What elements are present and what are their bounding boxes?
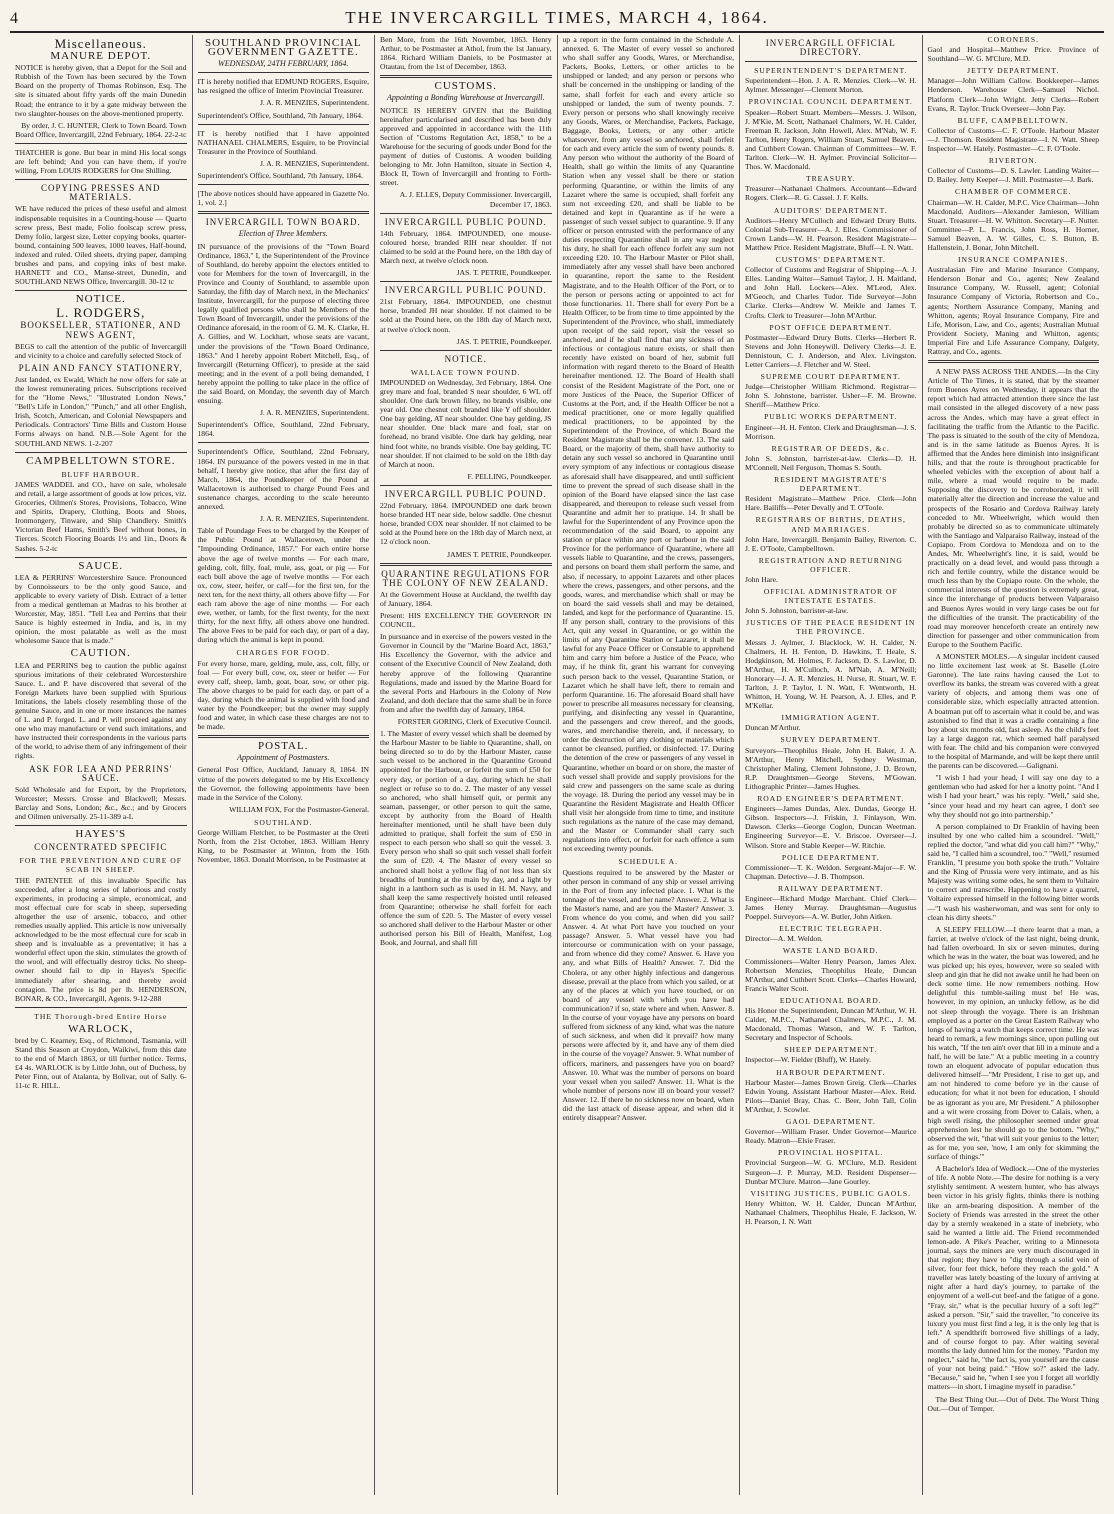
waddel-text: JAMES WADDEL and CO., have on sale, wholesale and retail, a large assortment of goods at low prices, viz. Groceries, Oilmen's Stores, Provisions, Tobacco, Wine and Spirits, Drapery, Clothing, Boots and Shoes, Ironmongery, Tinware, and Ship Chandlery. Smith's Victorian Beef Hams, Smith's Beef without bones, in Tierces. Scotch Flooring Boards 1½ and 1in., Doors & Sashes. 5-2-tc (15, 479, 187, 553)
column-4 (558, 35, 741, 1495)
newspaper-page (10, 6, 1104, 1498)
menzies-signature: J. A. R. MENZIES, Superintendent. (259, 158, 369, 168)
ask-heading: ASK FOR LEA AND PERRINS' SAUCE. (29, 763, 173, 783)
new-pass-article: A NEW PASS ACROSS THE ANDES.—In the City Article of The Times, it is stated, that by the steamer from Buenos Ayres on Wednesday, it appears that the report which had attracted attention there since the last mail consisted in the alleged discovery of a new pass across the Andes, which may have a great effect in facilitating the traffic from the Atlantic to the Pacific. The pass is situated to the south of the city of Mendoza, and is in the same latitude as Buenos Ayres. It is affirmed that the Andes here diminish into insignificant hills, and that the route is throughout practicable for wheeled vehicles with the exception of about half a mile, where a road would require to be made. Supposing the discovery to be corroborated, it will materially alter the direction and increase the value and prospects of the Rosario and Cordova Railway lately conceded to Mr. Wheelwright, which would then probably be directed so as to communicate ultimately with the Santiago and Valparaiso Railway, instead of the Copiapo. From Cordova to Mendoza and on to the Andes, Mr. Wheelwright's line, it is said, would be practically on a dead level, and would pass through a rich and fertile country, while the distance would be much less than by the Copiapo route. On the whole, the commercial interests of the question is extremely great, since the interchange of products between Valparaiso and Buenos Ayres would in very large cases be out for the difficulties of the transit. The practicability of the road may moreover henceforth create an entirely new direction for passenger and other communication from Europe to the Southern Pacific. (927, 367, 1099, 649)
directory-section-heading: RAILWAY DEPARTMENT. (777, 883, 884, 893)
manure-text: NOTICE is hereby given, that a Depot for the Soil and Rubbish of the Town has been secured by the Town Board on the property of Thomas Robinson, Esq. The site is situated about fifty yards off the main Dunedin Road; the entrance to it by a gate midway between the two slaughter-houses on the above-mentioned property. (15, 63, 187, 118)
schedule-text: Questions required to be answered by the Master or other person in command of any ship or vessel arriving in the Port of from any infected place. 1. What is the tonnage of the vessel, and her name? Answer. 2. What is the Master's name, and are you the Master? Answer. 3. From whence do you come, and when did you sail? Answer. 4. At what Port have you touched on your passage? Answer. 5. What vessel have you had intercourse or communication with on your passage, and from whence did they come? Answer. 6. Have you any, and what Bills of Health? Answer. 7. Did the Cholera, or any other highly infectious and dangerous disease, prevail at the place from which you sailed, or at any of the places at which you have touched, or on board of any vessel with which you have had communication? if so, state where and when. Answer. 8. In the course of your voyage have any persons on board suffered from sickness of any kind, what was the nature of such sickness, and when did it prevail? how many persons were affected by it, and have any of them died in the course of the voyage? Answer. 9. What number of officers, mariners, and passengers have you on board? Answer. 10. What was the number of persons on board your vessel when you sailed? Answer. 11. What is the whole number of persons now ill on board your vessel? Answer. 12. If there be no sickness now on board, when did the last attack of disease appear, and when did it entirely disappear? Answer. (562, 867, 734, 1123)
quarantine-intro: At the Government House at Auckland, the twelfth day of January, 1864. (380, 589, 552, 608)
directory-section-text: John S. Johnston, barrister-at-law. Clerks—D. H. M'Connell, Neil Ferguson, Thomas S. South. (745, 453, 917, 472)
column-3 (375, 35, 558, 1495)
townboard-subheading: Election of Three Members. (238, 229, 328, 239)
pound1-heading: INVERCARGILL PUBLIC POUND. (384, 216, 547, 227)
manure-signature: By order, J. C. HUNTER, Clerk to Town Board. Town Board Office, Invercargill, 22nd February, 1864. 22-2-tc (15, 120, 187, 139)
rodgers-text: BEGS to call the attention of the public of Invercargill and vicinity to a choice and carefully selected Stock of (15, 341, 187, 360)
hayes-text: THE PATENTEE of this invaluable Specific has succeeded, after a long series of laborious and costly experiments, in producing a simple, economical, and most effectual cure for scab in sheep, superseding altogether the use of arsenic, tobacco, and other remedies usually applied. This article is now universally acknowledged to be the most effectual cure for scab in sheep and is invaluable as a preventative; it has a wonderful effect upon the skin, stimulates the growth of the wool, and will effectually destroy ticks. No sheep-owner should fail to dip in Hayes's Specific immediately after shearing, and thereby avoid contagion. The price is 8d per lb. HENDERSON, BONAR, & CO., Invercargill, Agents. 9-12-288 (15, 875, 187, 1003)
directory-section-text: Engineers—James Dundas, Alex. Dundas, George H. Gibson. Inspectors—J. Friskin, J. Finlayson, Wm. Dawson. Clerks—George Coglon, Duncan Weetman. Engineering Surveyor—E. V. Briscoe. Overseer—J. Wilson. Store and Stable Keeper—W. Ritchie. (745, 804, 917, 850)
directory-section-heading: REGISTRARS OF BIRTHS, DEATHS, AND MARRIAGES. (755, 515, 906, 534)
sleepy-fellow-article: A SLEEPY FELLOW.—I there learnt that a man, a farrier, at twelve o'clock of the last night, being drunk, had fallen overboard. In six or seven minutes, during which he was in the water, the boat was lowered, and he was picked up; his eyes, however, were so sealed with sleep and gin that he did not awake until he had been on deck some time. He now remembers nothing. How delightful this tumble-sailing must be! He was, however, in my opinion, an unlucky fellow, as he did not sleep through the voyage. There is an Irishman employed as a porter on the Great Eastern Railway who longs of having a watch that keeps correct time. He was heard to remark, a few mornings since, upon pulling out his watch, "If the ten ain't over that lill in a minute and a half, he will be late." At a public meeting in a country town an eloquent advocate of popular education thus delivered himself—"Mr President, I rise to get up, and am not hindered to come before ye in the cause of education; for what it not been for education, I should be as ignorant as you are, Mr President." A philosopher and a wit were crossing from Dover to Calais, when, a high swell rising, the philosopher seemed under great apprehension lest he should go to the bottom. "Why," observed the wit, "that will suit your genius to the letter; as for me, you see, 'now, I am only for skimming the surface of things.'" (927, 924, 1099, 1162)
divider (198, 184, 370, 185)
directory-section-text: Superintendent—Hon. J. A. R. Menzies. Clerk—W. H. Aylmer. Messenger—Clement Morton. (745, 76, 917, 95)
directory-section-heading: PUBLIC WORKS DEPARTMENT. (764, 412, 898, 422)
directory-section-heading: REGISTRATION AND RETURNING OFFICER. (758, 555, 903, 574)
column-5 (740, 35, 923, 1495)
sauce-text: LEA & PERRINS' Worcestershire Sauce. Pronounced by Connoisseurs to be the only good Sauce, and applicable to every variety of Dish. Extract of a letter from a medical gentleman at Madras to his brother at Worcester, May, 1851. "Tell Lea and Perrins that their Sauce is highly esteemed in India, and is, in my opinion, the most palatable as well as the most wholesome Sauce that is made." (15, 572, 187, 646)
directory-section-heading: JUSTICES OF THE PEACE RESIDENT IN THE PROVINCE. (746, 618, 916, 637)
directory-heading: INVERCARGILL OFFICIAL DIRECTORY. (765, 38, 896, 58)
schedule-heading: SCHEDULE A. (618, 857, 679, 867)
office-date: Superintendent's Office, Southland, 7th January, 1864. (197, 110, 363, 120)
divider (380, 75, 552, 78)
directory-section-text: Auditors—Henry M'Culloch and Edward Drury Butts. Colonial Sub-Treasurer—A. J. Elles. Commissioner of Crown Lands—W. H. Pearson. Resident Magistrate—Matthew Price. Resident Magistrate, Bluff—I. N. Watt. (745, 215, 917, 252)
divider (15, 179, 187, 180)
warlock-heading: THE Thorough-bred Entire Horse (34, 1011, 168, 1021)
quarantine-heading: QUARANTINE REGULATIONS FOR THE COLONY OF NEW ZEALAND. (381, 568, 551, 588)
directory-section-heading: ELECTRIC TELEGRAPH. (779, 924, 883, 934)
divider (380, 281, 552, 282)
monster-moles-article: A MONSTER MOLES.—A singular incident caused no little excitement last week at St. Baselle (Loire Garonne). The late rains having caused the Lot to overflow its banks, the stream was covered with a great variety of objects, and among them was one of considerable size, which especially attracted attention. A boatman put off to ascertain what it could be, and was astonished to find that it was a cradle containing a fine boy about six months old, fast asleep. As the child's feet lay a large daggon rat, which seemed half paralysed with fear. The child and his companion were conveyed to the hospital of Marmande, and will be kept there until the parents can be discovered.—Galignani. (927, 652, 1099, 771)
directory-section-heading: PROVINCIAL HOSPITAL. (777, 1148, 884, 1158)
pound2-signature: JAS. T. PETRIE, Poundkeeper. (456, 336, 552, 346)
poundage-fees: Table of Poundage Fees to be charged by the Keeper of the Public Pound at Wallacetown, under the "Impounding Ordinance, 1857." For each entire horse above the age of twelve months — For each mare, gelding, colt, filly, foal, mule, ass, goat, or pig — For each bull above the age of twelve months — For each ox, cow, steer, heifer, or calf—for the first ten, for the next ten, for the next thirty, all others above fifty — For each ram above the age of nine months — For each ewe, wether, or lamb, for the first twenty, for the next thirty, for the next fifty, all others above one hundred. The above Fees to be paid for each day, or part of a day, during which the animal is kept in pound. (197, 526, 369, 645)
office-date: Superintendent's Office, Southland, 7th January, 1864. (197, 171, 363, 181)
townboard-heading: INVERCARGILL TOWN BOARD. (205, 217, 361, 228)
divider (928, 360, 1100, 363)
divider (15, 825, 187, 826)
directory-section-heading: RESIDENT MAGISTRATE'S DEPARTMENT. (774, 475, 888, 494)
pound2-text: 21st February, 1864. IMPOUNDED, one chestnut horse, branded JH near shoulder. If not claimed to be sold at the Pound here, on the 18th day of March next, at twelve o'clock noon. (380, 297, 552, 334)
plain-fancy-heading: PLAIN AND FANCY STATIONERY, (18, 362, 183, 373)
gazette-date: WEDNESDAY, 24TH FEBRUARY, 1864. (218, 59, 349, 69)
hayes-heading: HAYES'S (75, 828, 127, 841)
gazette-heading: SOUTHLAND PROVINCIAL GOVERNMENT GAZETTE. (204, 37, 362, 59)
divider (198, 442, 370, 443)
divider (380, 350, 552, 351)
directory-section-heading: SUPREME COURT DEPARTMENT. (760, 372, 901, 382)
directory-section-heading: AUDITORS' DEPARTMENT. (773, 205, 888, 215)
divider (198, 72, 370, 73)
divider (198, 735, 370, 738)
directory-section-heading: WASTE LAND BOARD. (782, 946, 879, 956)
campbelltown-heading: CAMPBELLTOWN STORE. (25, 454, 176, 467)
pound2-heading: INVERCARGILL PUBLIC POUND. (384, 285, 547, 296)
menzies-signature: J. A. R. MENZIES, Superintendent. (259, 408, 369, 418)
directory-section-text: Postmaster—Edward Drury Butts. Clerks—Herbert R. Stevens and John Honeywill. Delivery Clerks—J. E. Dennistoun, C. J. Anderson, and Alex. Livingston. Letter Carriers—J. Fletcher and W. Steel. (745, 332, 917, 369)
directory-section-heading: CHAMBER OF COMMERCE. (955, 187, 1072, 197)
rogers-notice: IT is hereby notified that EDMUND ROGERS, Esquire, has resigned the office of Interim Provincial Treasurer. (197, 77, 369, 96)
sauce-heading: SAUCE. (78, 559, 124, 572)
directory-section-text: Engineer—H. H. Fenton. Clerk and Draughtsman—J. S. Morrison. (745, 422, 917, 441)
copying-text: WE have reduced the prices of these useful and almost indispensable requisites in a Counting-house — Quarto screw press, Best made, Folio foolscap screw press, Demy folio, largest size, Letter copying books, quarter-bound, containing 500 leaves, 1000 leaves, Half-bound, indexed and ruled. Oiled sheets, drying paper, damping brushes and pans, and copying inks of best make. HARNETT and CO., Manse-street, Dunedin, and SOUTHLAND NEWS Office, Invercargill. 30-12 tc (15, 204, 187, 287)
directory-section-heading: EDUCATIONAL BOARD. (779, 995, 882, 1005)
directory-section-heading: SHEEP DEPARTMENT. (784, 1045, 878, 1055)
directory-section-text: Duncan M'Arthur. (745, 723, 801, 733)
goring-signature: FORSTER GORING, Clerk of Executive Council. (397, 717, 552, 726)
directory-section-text: Henry Whitton, W. H. Calder, Duncan M'Arthur, Nathanael Chalmers, Theophilus Heale, F. Jackson, W. H. Pearson, I. N. Watt (745, 1198, 917, 1226)
directory-section-heading: CUSTOMS' DEPARTMENT. (775, 254, 886, 264)
directory-section-heading: INSURANCE COMPANIES. (958, 255, 1069, 265)
postal-subheading: Appointment of Postmasters. (237, 753, 330, 763)
postal-continued: Ben More, from the 16th November, 1863. Henry Arthur, to be Postmaster at Athol, from the 1st January, 1864. Richard William Daniels, to be Postmaster at Otautau, from the 1st of December, 1863. (380, 35, 552, 72)
quarantine-text: In pursuance and in exercise of the powers vested in the Governor in Council by the "Marine Board Act, 1863," His Excellency the Governor, with the advice and consent of the Executive Council of New Zealand, doth hereby approve of the following Quarantine Regulations, made and issued by the Marine Board for the several Ports and Harbours in the Colony of New Zealand, and doth declare that the same shall be in force from and after the twelfth day of January, 1864. (380, 632, 552, 714)
directory-section-text: Provincial Surgeon—W. G. M'Clure, M.D. Resident Surgeon—J. P. Murray, M.D. Resident Dispenser—Dunbar M'Clure. Matron—Jane Gourley. (745, 1158, 917, 1186)
fox-signature: WILLIAM FOX, For the Postmaster-General. (229, 804, 369, 814)
divider (198, 124, 370, 125)
directory-section-heading: ROAD ENGINEER'S DEPARTMENT. (757, 794, 905, 804)
directory-section-text: Engineer—Richard Mudge Marchant. Chief Clerk—James Henry Murray. Draughtsman—Augustus Poeppel. Surveyors—A. W. Butler, John Aitken. (745, 893, 917, 922)
directory-section-text: Inspector—W. Fielder (Bluff), W. Hately. (745, 1055, 872, 1065)
directory-section-text: Speaker—Robert Stuart. Members—Messrs. J. Wilson, J. M'Kie, M. Scott, Nathanael Chalmers, W. H. Calder, Freeman R. Jackson, John Howell, Alex. M'Nab, W. F. Tarlton, Henry Rogers, William Stuart, Samuel Beaven, and Cuthbert Cowan. Chairman of Committees—W. F. Tarlton. Clerk—W. H. Aylmer. Provincial Solicitor—Thos. W. Macdonald. (745, 107, 917, 172)
hayes-subheading-2: FOR THE PREVENTION AND CURE OF SCAB IN SHEEP. (19, 856, 183, 875)
bachelor-anecdotes: A Bachelor's Idea of Wedlock.—One of the mysteries of life. A noble Note.—The desire for nothing is a very stylishly sentiment. A western hunter, who has always been victor in his grisly fights, thinks there is nothing like an arm-bearing disposition. A member of the Society of Friends was arrested in the street the other day by a sternly weakened in a state of inebriety, who said he wanted a little aid. The Friend recommended lemon-ade. A Pike's Peacher, writing to a Minnesota journal, says the miners are very much discouraged in that region; they have to "dig through a solid vein of silver, four feet thick, before they reach the gold." A traveller was lately boasting of the luxury of arriving at night after a hard day's journey, to partake of the enjoyment of a well-cut beef-and the fatigue of a gone. "Fray, sir," what is the peculiar luxury of a soft leg?" asked a person. "Sir," said the traveller, "to conceive its luxury you must first find a leg, it is the only leg that is left." A spendthrift borrowed five shillings of a lady, and of course forgot to pay. After waiting several months the lady dunned him for the money. "Pardon my neglect," said he, "the fact is, you yourself are the cause of your not being paid." "How so?" asked the lady. "Because," said he, "when I see you I forget all worldly matters—in short, I imagine myself in paradise." (927, 1164, 1099, 1392)
head-heart-anecdote: "I wish I had your head, I will say one day to a gentleman who had asked for her a knotty point. "And I wish I had your heart," was his reply. "Well," said she, "since your head and my heart can agree, I don't see why they should not go into partnership." (927, 773, 1099, 819)
caution-heading: CAUTION. (70, 647, 131, 660)
divider (15, 452, 187, 453)
chalmers-notice: IT is hereby notified that I have appointed NATHANAEL CHALMERS, Esquire, to be Provincial Treasurer in the Province of Southland. (197, 128, 369, 156)
franklin-anecdote: A person complained to Dr Franklin of having been insulted by one who called him a scoundrel. "Well," replied the doctor, "and what did you call him?" "Why," said he, "I called him a scoundrel, too." "Well," resumed Franklin, "I presume you both spoke the truth." Voltaire and the King of Prussia were very intimate, and as his Majesty was writing some odes, he sent them to Voltaire to correct and transcribe. Happening to have a quarrel, Voltaire expressed himself in the following bitter words—"I wash his washerwoman, and was sent for only to clean his dirty sheets." (927, 821, 1099, 922)
wallace-heading: NOTICE. (444, 353, 487, 364)
menzies-signature: J. A. R. MENZIES, Superintendent. (259, 98, 369, 108)
directory-section-text: Surveyors—Theophilus Heale, John H. Baker, J. A. M'Arthur, Henry Mitchell, Sydney Westman, Christopher Maling, Clement Johnstone, J. D. Brown, R.P. Draughtsmen—George Stevens, M'Gowan. Lithographic Printer—James Hughes. (745, 745, 917, 791)
directory-section-text: Gaol and Hospital—Matthew Price. Province of Southland—W. G. M'Clure, M.D. (927, 45, 1099, 64)
food-text: For every horse, mare, gelding, mule, ass, colt, filly, or foal — For every bull, cow, ox, steer or heifer — For every calf, sheep, lamb, goat, boar, sow, or other pig. The above charges to be paid for each day, or part of a day, during which the animal is supplied with food and water by the Poundkeeper; but the owner may supply food and water, in which case these charges are not to be made. (197, 658, 369, 732)
directory-section-text: Manager—John William Callow. Bookkeeper—James Henderson. Warehouse Clerk—Samuel Nichol. Platform Clerk—John Wright. Jetty Clerks—Robert Evans, R. Taylor. Truck Overseer—John Pay. (927, 76, 1099, 113)
newspaper-title: THE INVERCARGILL TIMES, MARCH 4, 1864. (345, 8, 769, 27)
divider (15, 557, 187, 558)
directory-list (745, 66, 917, 1226)
directory-section-text: Australasian Fire and Marine Insurance Company, Henderson Bonar and Co., agents; New Zealand Insurance Company, W. Russell, agent; Colonial Insurance Company of Victoria, Robertson and Co., agents; Northern Assurance Company, Maning and Whitton, agents; Royal Insurance Company, Fire and Life, Morison, Law, and Co., agents; Australian Mutual Provident Society, Maning and Whitton, agents; Imperial Fire and Life Assurance Company, Dalgety, Rattray, and Co., agents. (927, 265, 1099, 356)
directory-section-heading: HARBOUR DEPARTMENT. (776, 1067, 886, 1077)
pound3-signature: JAMES T. PETRIE, Poundkeeper. (447, 549, 552, 559)
best-thing-out: The Best Thing Out.—Out of Debt. The Worst Thing Out.—Out of Temper. (927, 1394, 1099, 1413)
directory-section-heading: OFFICIAL ADMINISTRATOR OF INTESTATE ESTATES. (763, 587, 898, 606)
food-heading: CHARGES FOR FOOD. (236, 648, 331, 658)
column-6 (923, 35, 1105, 1495)
warlock-text: bred by C. Kearney, Esq., of Richmond, Tasmania, will Stand this Season at Croydon, Waikiwi, from this date to the end of March 1863, or till further notice. Terms, £4 4s. WARLOCK is by Little John, out of Duchess, by Peter Finn, out of Atalanta, by Bolivar, out of Sally. 6-11-tc R. HILL. (15, 1036, 187, 1091)
thatcher-text: THATCHER is gone. But bear in mind His local songs are left behind; And you can have them, if you're willing, From LOUIS RODGERS for One Shilling. (15, 147, 187, 176)
directory-section-heading: IMMIGRATION AGENT. (781, 713, 880, 723)
directory-section-heading: RIVERTON. (988, 156, 1038, 166)
directory-section-text: John S. Johnston, barrister-at-law. (745, 606, 849, 616)
divider (15, 290, 187, 291)
copying-heading: COPYING PRESSES AND MATERIALS. (40, 183, 161, 203)
wallace-signature: F. PELLING, Poundkeeper. (467, 471, 552, 481)
pound1-text: 14th February, 1864. IMPOUNDED, one mouse-coloured horse, branded RIH near shoulder. If not claimed to be sold at the Pound here, on the 18th day of March next, at twelve o'clock noon. (380, 228, 552, 265)
southland-subheading: SOUTHLAND. (254, 817, 313, 827)
column-2 (193, 35, 376, 1495)
warlock-name: WARLOCK, (68, 1022, 134, 1035)
wallace-text: IMPOUNDED on Wednesday, 3rd February, 1864. One grey mare and foal, branded S near shoulder, 6 WL off shoulder. One dark brown filley, no brands visible, one year old. One chesnut colt branded like Y off shoulder. One bay gelding, AT near shoulder. One bay gelding, JS near shoulder. One black mare and foal, star on forehead, no brand visible. One dark bay gelding, near hind foot white, no brands visible. One bay gelding, TC near shoulder. If not claimed to be sold on the 18th day of March at noon. (380, 377, 552, 469)
bluff-subheading: BLUFF HARBOUR. (61, 469, 141, 479)
directory-section-text: Judge—Christopher William Richmond. Registrar—John S. Johnstone, barrister. Usher—F. M. Browne. Sheriff—Matthew Price. (745, 382, 917, 410)
directory-section-text: Resident Magistrate—Matthew Price. Clerk—John Hare. Bailiffs—Peter Devally and T. O'Toole. (745, 494, 917, 513)
divider (380, 485, 552, 486)
caution-text: LEA and PERRINS beg to caution the public against spurious imitations of their celebrated Worcestershire Sauce. L. and P. have discovered that several of the Foreign Markets have been supplied with Spurious Imitations, the labels closely resembling those of the genuine Sauce, and in one or more instances the names of L. and P. forged. L. and P. will proceed against any one who may manufacture or vend such imitations, and have instructed their correspondents in the various parts of the world, to advise them of any infringement of their rights. (15, 660, 187, 761)
directory-section-heading: POST OFFICE DEPARTMENT. (769, 322, 893, 332)
directory-section-heading: VISITING JUSTICES, PUBLIC GAOLS. (750, 1188, 911, 1198)
rodgers-subheading: BOOKSELLER, STATIONER, AND NEWS AGENT, (20, 320, 182, 340)
townboard-text: IN pursuance of the provisions of the "Town Board Ordinance, 1863," I, the Superintendent of the Province of Southland, do hereby appoint the electors entitled to vote for Members for the town of Invercargill, in the Province and County of Southland, to assemble upon Saturday, the fifth day of March next, in the Mechanics' Institute, Invercargill, for the purpose of electing three legally qualified persons who shall be Members of the Town Board of Invercargill, under the provisions of the Ordinance aforesaid, in the room of G. M. K. Clarke, H. A. Gillies, and W. Lockhart, whose seats are vacant, under the provisions of the "Town Board Ordinance, 1863." And I hereby appoint Robert Mitchell, Esq., of Invercargill (Returning Officer), to preside at the said meeting; and in the event of a poll being demanded, I hereby appoint the polling to take place in the office of the said Board, on Monday, the seventh day of March ensuing. (197, 241, 369, 406)
column-1 (10, 35, 193, 1495)
hayes-subheading: CONCENTRATED SPECIFIC (34, 842, 168, 853)
postal-text: General Post Office, Auckland, January 8, 1864. IN virtue of the powers delegated to me by His Excellency the Governor, the following appointments have been made in the Service of the Colony. (197, 765, 369, 802)
quarantine-present: Present: HIS EXCELLENCY THE GOVERNOR IN COUNCIL. (380, 610, 552, 630)
directory-section-text: Chairman—W. H. Calder, M.P.C. Vice Chairman—John Macdonald. Auditors—Alexander Jamieson, William Stuart. Treasurer—H. W. Whitton. Secretary—F. Nutter. Committee—P. L. Francis, John Ross, H. Horner, Samuel Beaven, A. W. Gilles, C. S. Button, B. Hallenstein, J. Bonar, John Mitchell. (927, 197, 1099, 252)
wallace-subheading: WALLACE TOWN POUND. (410, 367, 521, 377)
customs-heading: CUSTOMS. (434, 80, 497, 93)
ask-text: Sold Wholesale and for Export, by the Proprietors, Worcester; Messrs. Crosse and Blackwell; Messrs. Barclay and Sons, London; &c., &c.; and by Grocers and Oilmen universally. 25-11-389 a-L (15, 784, 187, 822)
directory-section-text: Messrs J. Aylmer, J. Blacklock, W. H. Calder, N. Chalmers, H. H. Fenton, D. Hawkins, T. Heale, S. Hodgkinson, M. Holmes, F. Jackson, D. S. Lawlor, D. M'Arthur, H. M'Culloch, A. M'Nab, A. M'Neill; Honorary—J. A. R. Menzies, H. Nurse, R. Stuart, W. F. Tarlton, J. P. Taylor, I. N. Watt, F. Wentworth, H. Whitton, H. Young, W. H. Pearson, A. J. Elles, and P. M'Kellar. (745, 637, 917, 711)
directory-section-text: Director—A. M. Weldon. (745, 934, 823, 944)
customs-signature: A. J. ELLES, Deputy Commissioner. Invercargill, December 17, 1863. (399, 190, 552, 209)
manure-heading: MANURE DEPOT. (50, 50, 152, 63)
postal-text-2: George William Fletcher, to be Postmaster at the Oreti North, from the 21st October, 1863. William Henry King, to be Postmaster at Winton, from the 16th November, 1863. Donald Morrison, to be Postmaster at (197, 828, 369, 865)
divider (745, 61, 917, 62)
rodgers-text-2: Just landed, ex Ewald, Which he now offers for sale at the lowest remunerating prices. Subscriptions received for the "Home News," "Illustrated London News," "Bell's Life in London," "Punch," and all other English, Irish, Scotch, American, and Colonial Newspapers and Periodicals. Contractors' Time Bills and Custom House Forms always on hand. N.B.—Sole Agent for the SOUTHLAND NEWS. 1-2-207 (15, 374, 187, 448)
customs-subheading: Appointing a Bonding Warehouse at Invercargill. (387, 93, 545, 103)
directory-list-continued (928, 35, 1100, 356)
directory-section-heading: CORONERS. (987, 35, 1039, 44)
directory-section-heading: JETTY DEPARTMENT. (967, 66, 1060, 76)
columns (10, 35, 1104, 1495)
directory-section-heading: GAOL DEPARTMENT. (785, 1117, 876, 1127)
directory-section-text: Governor—William Fraser. Under Governor—Maurice Ready. Matron—Elsie Fraser. (745, 1127, 917, 1146)
directory-section-heading: BLUFF, CAMPBELLTOWN. (957, 115, 1069, 125)
editor-note: [The above notices should have appeared in Gazette No. 1, vol. 2.] (197, 189, 369, 208)
directory-section-heading: SURVEY DEPARTMENT. (780, 735, 882, 745)
divider (198, 211, 370, 214)
directory-section-text: Harbour Master—James Brown Greig. Clerk—Charles Edwin Young. Assistant Harbour Master—Alex. Reid. Pilots—Daniel Bray, Chas. C. Beer, John Tall, Colin M'Arthur, J. Scowler. (745, 1077, 917, 1114)
directory-section-heading: TREASURY. (805, 174, 856, 184)
directory-section-text: Commissioner—T. K. Weldon. Sergeant-Major—F. W. Chapman. Detective—J. B. Thompson. (745, 862, 917, 881)
office-date: Superintendent's Office, Southland, 22nd February, 1864. (197, 420, 369, 439)
directory-section-text: John Hare. (745, 574, 778, 584)
pound1-signature: JAS. T. PETRIE, Poundkeeper. (456, 268, 552, 278)
postal-heading: POSTAL. (258, 740, 309, 753)
quarantine-rules-continued: up a report in the form contained in the Schedule A. annexed. 6. The Master of every vessel so anchored who shall suffer any Goods, Wares, or Merchandise, Packets, Books, Letters, or other articles to be unshipped or landed; and any person or persons who shall be concerned in the unshipping or landing of the same, shall forfeit for each and every article so unshipped or landed, the sum of twenty pounds. 7. Every person or persons who shall knowingly receive any Goods, Wares, or Merchandise, Packets, Package, Baggage, Books, Letters, or any other article whatsoever, from any vessel so anchored, shall forfeit for each and every article the sum of twenty pounds. 8. Any person who without the authority of the Board of Health, shall go within the limits of any Quarantine Station when any vessel shall be there or station performing Quarantine, or within the limits of any Lazaret where the same is occupied, shall forfeit any sum not exceeding £20, and shall be liable to be detained and kept in Quarantine as if he were a passenger of such vessel subject to quarantine. 9. If any officer or person entrusted with the performance of any duties respecting Quarantine shall in any way neglect his duty, he shall for each offence forfeit any sum not exceeding £20. 10. The Harbour Master or Pilot shall, immediately after any vessel shall have been anchored in quarantine, report the same to the Resident Magistrate, and to the Health Officer of the Port, or to the person or persons acting or appointed to act for those functionaries. 11. There shall for every Port be a Health Officer, to be from time to time appointed by the Superintendent of the Province, who shall, immediately upon receipt of the said report, visit the vessel so anchored, and if he shall find that any sickness of an infectious or contagious nature exists, or shall then recently have existed on board of her, submit full information with regard thereto to the Board of Health hereinafter mentioned. 12. The Board of Health shall consist of the Resident Magistrate of the Port, one or more Justices of the Peace, the Superior Officer of Customs at the Port, and, if the Health Officer be not a medical practitioner, one or more legally qualified medical practitioners, to be appointed by the Superintendent of the Province, of which Board the Resident Magistrate shall be the convener. 13. The said Board, or the majority of them, shall have authority to detain any such vessel so anchored in Quarantine until every symptom of any infectious or contagious disease as aforesaid shall have disappeared, and until sufficient time to prevent the spread of such disease shall in the opinion of the Board have elapsed since the last case disappeared, and thereupon to release such vessel from Quarantine and admit her to pratique. 14. It shall be lawful for the Superintendent of any Province upon the recommendation of the said Board, to appoint any station or place within any port or harbour in the said Province for the performance of Quarantine, where all vessels liable to Quarantine, and the crews, passengers, and persons on board them shall perform the same, and also, if necessary, to appoint Lazarets and other places where the crews, passengers, and other persons, and the goods, wares, and merchandise which shall or may be on board the said vessels shall and may be detained, landed, and kept for the performance of Quarantine. 15. If any person shall, contrary to the provisions of this Act, quit any vessel in Quarantine, or go within the limits of any Quarantine Station or Lazaret, it shall be lawful for any Peace Officer or Constable to apprehend him and carry him before a Justice of the Peace, who may, if he think fit, grant his warrant for conveying such person back to the vessel, Quarantine Station, or Lazaret which he shall have left, there to remain and perform Quarantine. 16. The aforesaid Board shall have power to prescribe all measures necessary for cleansing, purifying, and disinfecting any vessel in Quarantine, and the passengers and crew thereof, and the goods, wares, and merchandise therein, and, if necessary, to order the destruction of any clothing or materials which cannot be cleansed, purified, or disinfected. 17. During the detention of the crew or passengers of any vessel in Quarantine, whether on board or on shore, the master of such vessel shall provide and supply provisions for the said crew and passengers on the same scale as during the voyage. 18. During the period any vessel may be in Quarantine the Resident Magistrate and Health Officer shall visit her alongside from time to time, and institute such regulations as the nature of the case may demand, and the Master or Commander shall carry such regulations into effect, or forfeit for each offence a sum not exceeding twenty pounds. (562, 35, 734, 854)
masthead (10, 6, 1104, 33)
menzies-signature: J. A. R. MENZIES, Superintendent. (259, 514, 369, 524)
directory-section-text: Collector of Customs—C. F. O'Toole. Harbour Master—J. Thomson. Resident Magistrate—I. N. Watt. Sheep Inspector—W. Hately. Postmaster—C. F. O'Toole. (927, 125, 1099, 154)
directory-section-heading: SUPERINTENDENT'S DEPARTMENT. (754, 66, 908, 76)
pound-notice: Superintendent's Office, Southland, 22nd February, 1864. IN pursuance of the powers vested in me in that behalf, I hereby give notice, that after the first day of March, 1864, the Poundkeeper of the Pound at Wallacetown is authorised to charge Pound Fees and sustenance charges, according to the scale hereunto annexed. (197, 447, 369, 512)
divider (380, 563, 552, 566)
rodgers-heading: L. RODGERS, (56, 305, 146, 321)
directory-section-text: His Honor the Superintendent, Duncan M'Arthur, W. H. Calder, M.P.C., Nathanael Chalmers, M.P.C., J. M. Macdonald, Thomas Watson, and W. F. Tarlton, Secretary and Inspector of Schools. (745, 1006, 917, 1043)
page-number: 4 (10, 10, 18, 27)
directory-section-text: Collector of Customs and Registrar of Shipping—A. J. Elles. Landing Waiter—Samuel Taylor, J. H. Maitland, and John Hall. Lockers—Alex. M'Leod, Alex. M'Geoch, and Charles Tudor. Tide Surveyor—John Clarke. Clerks—Andrew W. Meikle and James T. Crofts. Clerk to Treasurer—John M'Arthur. (745, 265, 917, 320)
directory-section-heading: POLICE DEPARTMENT. (781, 852, 880, 862)
misc-heading: Miscellaneous. (54, 36, 147, 51)
divider (15, 1007, 187, 1008)
directory-section-text: Treasurer—Nathanael Chalmers. Accountant—Edward Rogers. Clerk—R. G. Cassel. J. F. Kells. (745, 184, 917, 203)
directory-section-text: Collector of Customs—D. S. Lawler. Landing Waiter—D. Bailey. Jetty Keeper—J. Mill. Postmaster—J. Bark. (927, 166, 1099, 185)
quarantine-rules: 1. The Master of every vessel which shall be deemed by the Harbour Master to be liable to Quarantine, shall, on being directed so to do by the Harbour Master, cause such vessel to be anchored in the Quarantine Ground appointed for the Harbour, or forfeit the sum of £50 for every day, or portion of a day, during which he shall neglect or refuse so to do. 2. The master of any vessel so anchored, who shall himself quit, or permit any seaman, passenger, or other person to quit the same, except by authority from the Board of Health hereinafter mentioned, until he shall have been duly admitted to pratique, shall forfeit the sum of £50 in respect to each person who shall so quit the vessel. 3. Every person who shall so quit such vessel shall forfeit the sum of £20. 4. The Master of every vessel so anchored shall hoist a yellow flag of not less than six breadths of bunting at the main by day, and a light by night in a lanthorn such as is used in H. M. Navy, and shall keep the same respectively hoisted until released from Quarantine; otherwise he shall forfeit for each offence the sum of £20. 5. The Master of every vessel so anchored shall deliver to the Harbour Master or other authorised person his Bill of Health, Manifest, Log Book, and Journal, and shall fill (380, 729, 552, 948)
divider (15, 143, 187, 144)
directory-section-text: Commissioners—Walter Henry Pearson, James Alex. Robertson Menzies, Theophilus Heale, Duncan M'Arthur, and Cuthbert Scott. Clerks—Charles Howard, Francis Walter Scott. (745, 956, 917, 993)
pound3-heading: INVERCARGILL PUBLIC POUND. (384, 488, 547, 499)
notice-heading: NOTICE. (75, 293, 126, 306)
pound3-text: 22nd February, 1864. IMPOUNDED one dark brown horse branded HT near side, below saddle. One chesnut horse, branded COX near shoulder. If not claimed to be sold at the Pound here on the 18th day of March next, at 12 o'clock noon. (380, 501, 552, 547)
directory-section-heading: REGISTRAR OF DEEDS, &c. (771, 443, 890, 453)
divider (380, 213, 552, 214)
directory-section-heading: PROVINCIAL COUNCIL DEPARTMENT. (748, 97, 913, 107)
customs-text: NOTICE IS HEREBY GIVEN that the Building hereinafter particularised and described has been duly approved and appointed in accordance with the 11th Section of "Customs Regulation Act, 1858," to be a Warehouse for the securing of goods under Bond for the payment of duties of Customs. A wooden building belonging to Mr. John Hamilton, situate in Section 4, Block II, Town of Invercargill and fronting to Forth-street. (380, 105, 552, 188)
directory-section-text: John Hare, Invercargill. Benjamin Bailey, Riverton. C. J. E. O'Toole, Campbelltown. (745, 534, 917, 553)
